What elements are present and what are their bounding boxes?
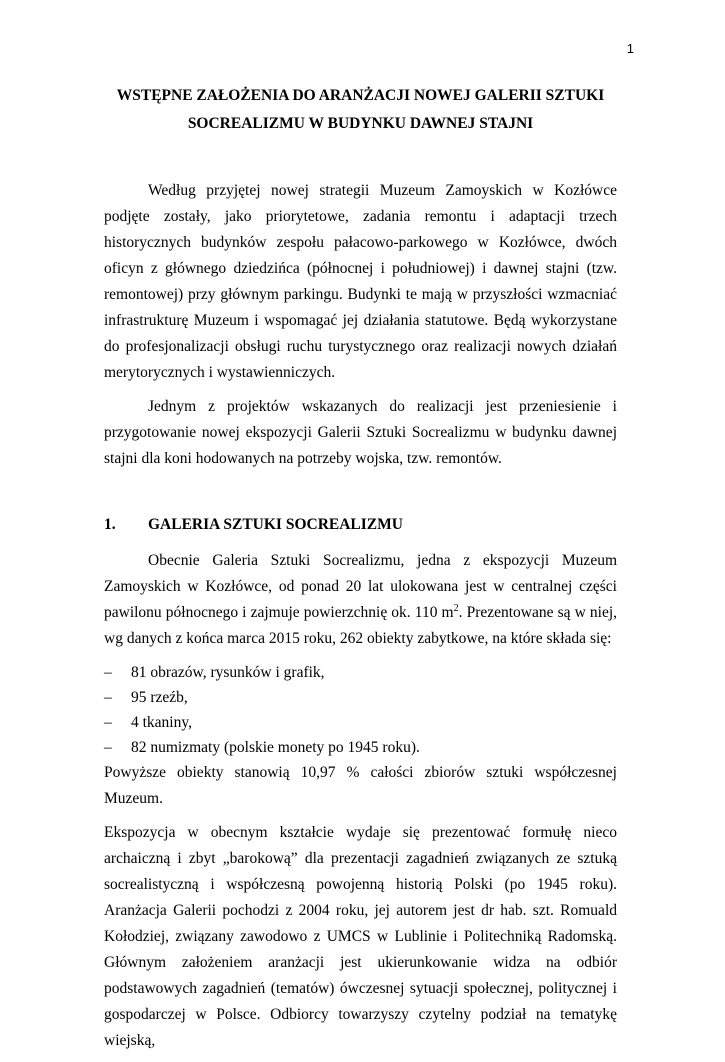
list-item-text: 82 numizmaty (polskie monety po 1945 roku).: [131, 739, 420, 756]
title-line-1: WSTĘPNE ZAŁOŻENIA DO ARANŻACJI NOWEJ GALERII SZTUKI: [116, 87, 605, 104]
list-item: [104, 660, 617, 685]
list-item-text: 4 tkaniny,: [131, 714, 192, 731]
list-item-text: 81 obrazów, rysunków i grafik,: [131, 664, 325, 681]
list-item: [104, 735, 617, 760]
section-paragraph-1-text: Obecnie Galeria Sztuki Socrealizmu, jedna z ekspozycji Muzeum Zamoyskich w Kozłówce, od ponad 20 lat ulokowana jest w centralnej części pawilonu północnego i zajmuje powierzchnię ok. 110 m: [104, 552, 617, 621]
dash-bullet: –: [104, 714, 112, 731]
superscript: 2: [453, 602, 459, 614]
dash-bullet: –: [104, 664, 112, 681]
list-item: [104, 710, 617, 735]
dash-bullet: –: [104, 739, 112, 756]
section-paragraph-2: Powyższe obiekty stanowią 10,97 % całości zbiorów sztuki współczesnej Muzeum.: [104, 764, 617, 807]
page-number: 1: [626, 41, 634, 56]
section-paragraph-1-text-cont: . Prezentowane są w niej, wg danych z końca marca 2015 roku, 262 obiekty zabytkowe, na które składa się:: [104, 604, 618, 647]
intro-paragraph-2: Jednym z projektów wskazanych do realizacji jest przeniesienie i przygotowanie nowej ekspozycji Galerii Sztuki Socrealizmu w budynku dawnej stajni dla koni hodowanych na potrzeby wojska, tzw. remontów.: [104, 398, 617, 467]
section-paragraph-3: Ekspozycja w obecnym kształcie wydaje się prezentować formułę nieco archaiczną i zbyt „barokową” dla prezentacji zagadnień związanych ze sztuką socrealistyczną i współczesną powojenną historią Polski (po 1945 roku). Aranżacja Galerii pochodzi z 2004 roku, jej autorem jest dr hab. szt. Romuald Kołodziej, związany zawodowo z UMCS w Lublinie i Politechniką Radomską. Głównym założeniem aranżacji jest ukierunkowanie widza na odbiór podstawowych zagadnień (tematów) ówczesnej sytuacji społecznej, politycznej i gospodarczej w Polsce. Odbiorcy towarzyszy czytelny podział na tematykę wiejską,: [104, 824, 617, 1049]
intro-paragraph-1: Według przyjętej nowej strategii Muzeum Zamoyskich w Kozłówce podjęte zostały, jako priorytetowe, zadania remontu i adaptacji trzech historycznych budynków zespołu pałacowo-parkowego w Kozłówce, dwóch oficyn z głównego dziedzińca (północnej i południowej) i dawnej stajni (tzw. remontowej) przy głównym parkingu. Budynki te mają w przyszłości wzmacniać infrastrukturę Muzeum i wspomagać jej działania statutowe. Będą wykorzystane do profesjonalizacji obsługi ruchu turystycznego oraz realizacji nowych działań merytorycznych i wystawienniczych.: [104, 182, 617, 381]
section-paragraph-1: [104, 548, 617, 652]
collection-list: [104, 660, 617, 760]
list-item-text: 95 rzeźb,: [131, 689, 188, 706]
section-title: GALERIA SZTUKI SOCREALIZMU: [148, 516, 403, 533]
section-heading: [104, 512, 617, 538]
document-title: [104, 82, 617, 138]
title-line-2: SOCREALIZMU W BUDYNKU DAWNEJ STAJNI: [187, 115, 534, 132]
section-number: 1.: [104, 516, 116, 533]
document-body: [104, 82, 617, 1062]
dash-bullet: –: [104, 689, 112, 706]
list-item: [104, 685, 617, 710]
